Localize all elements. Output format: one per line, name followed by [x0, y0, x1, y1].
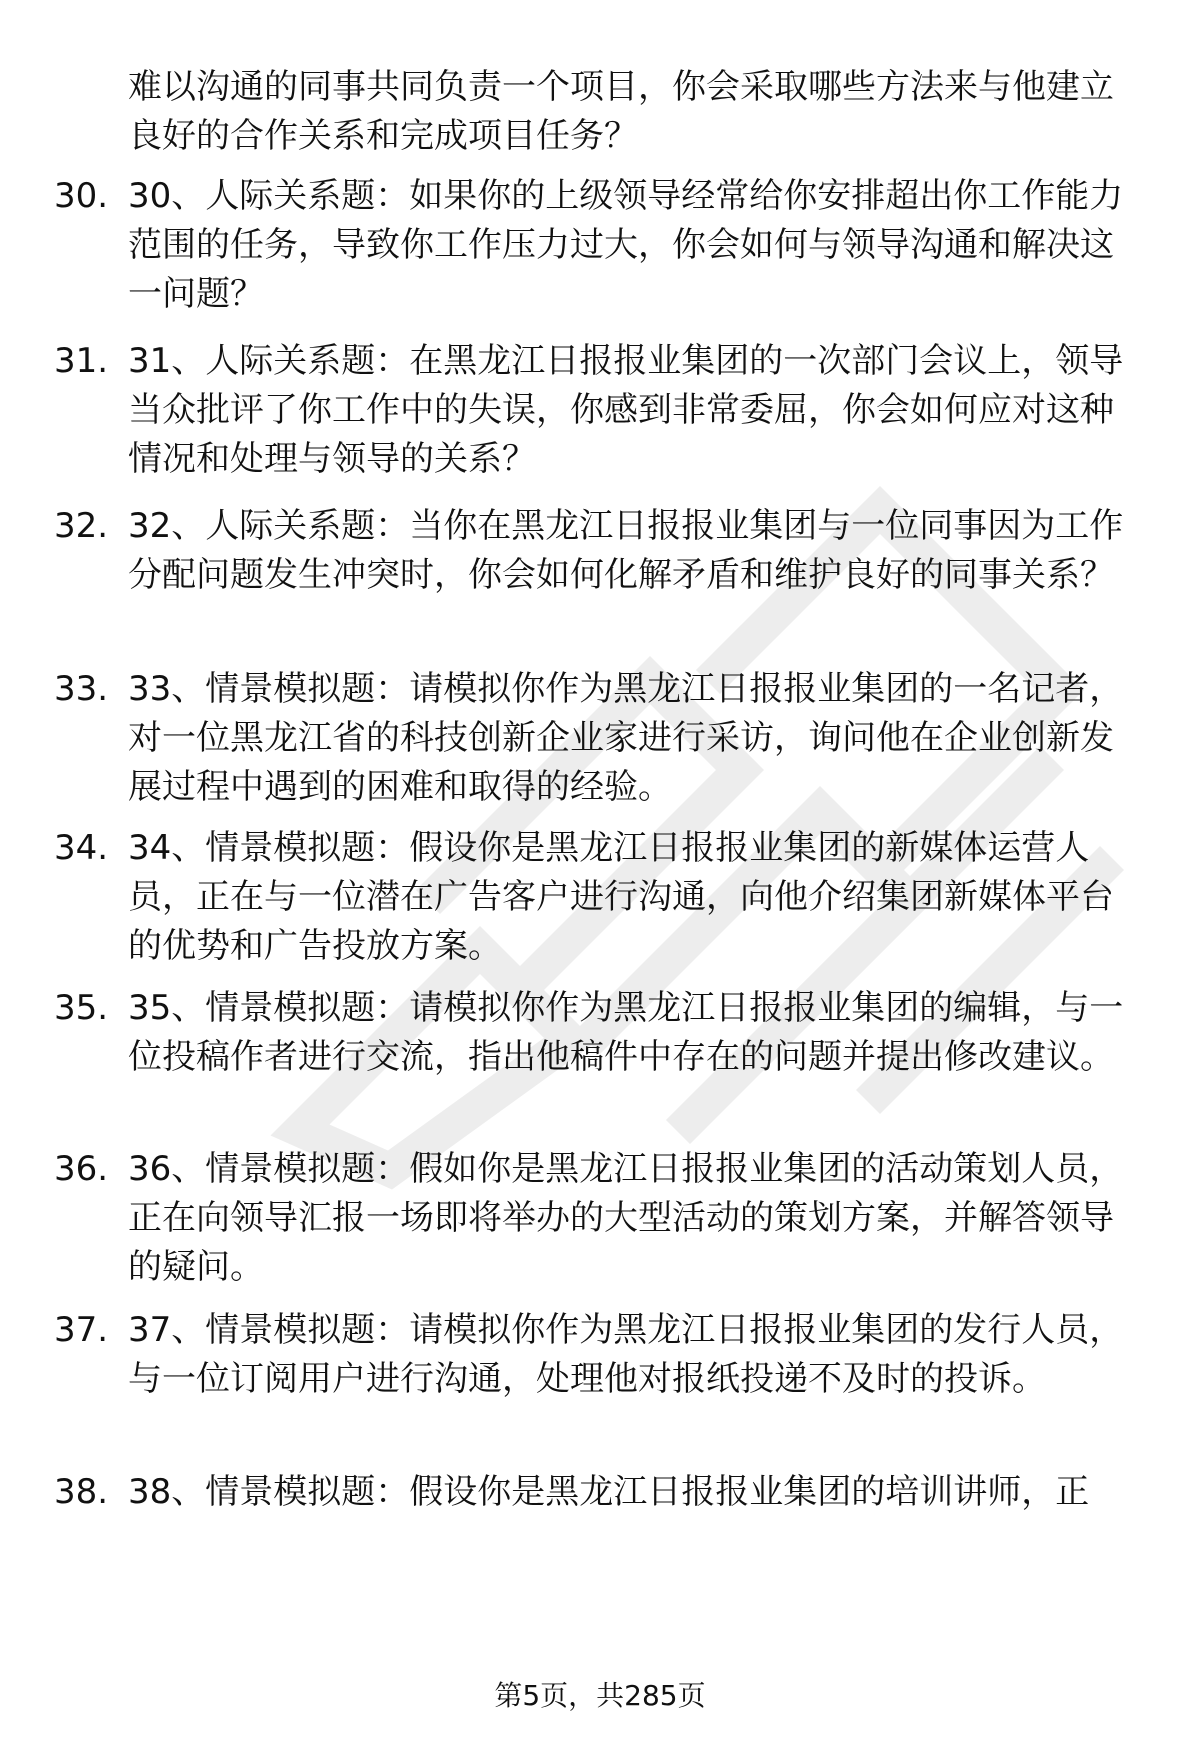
- page-footer: 第5页，共285页: [494, 1679, 706, 1712]
- item-number: 36.: [54, 1149, 109, 1189]
- item-number: 34.: [54, 828, 109, 868]
- item-number: 30.: [54, 176, 109, 216]
- item-text: 34、情景模拟题：假设你是黑龙江日报报业集团的新媒体运营人员，正在与一位潜在广告客户进行沟通，向他介绍集团新媒体平台的优势和广告投放方案。: [128, 828, 1114, 966]
- item-text: 30、人际关系题：如果你的上级领导经常给你安排超出你工作能力范围的任务，导致你工作压力过大，你会如何与领导沟通和解决这一问题？: [128, 176, 1124, 314]
- continuation-paragraph: 难以沟通的同事共同负责一个项目，你会采取哪些方法来与他建立良好的合作关系和完成项目任务？: [128, 67, 1114, 156]
- item-text: 33、情景模拟题：请模拟你作为黑龙江日报报业集团的一名记者，对一位黑龙江省的科技创新企业家进行采访，询问他在企业创新发展过程中遇到的困难和取得的经验。: [128, 669, 1124, 807]
- item-number: 35.: [54, 988, 109, 1028]
- item-text: 31、人际关系题：在黑龙江日报报业集团的一次部门会议上，领导当众批评了你工作中的失误，你感到非常委屈，你会如何应对这种情况和处理与领导的关系？: [128, 341, 1124, 479]
- item-number: 31.: [54, 341, 109, 381]
- item-text: 35、情景模拟题：请模拟你作为黑龙江日报报业集团的编辑，与一位投稿作者进行交流，指出他稿件中存在的问题并提出修改建议。: [128, 988, 1124, 1077]
- item-text: 37、情景模拟题：请模拟你作为黑龙江日报报业集团的发行人员，与一位订阅用户进行沟通，处理他对报纸投递不及时的投诉。: [128, 1310, 1124, 1399]
- item-number: 32.: [54, 506, 109, 546]
- item-number: 38.: [54, 1472, 109, 1512]
- item-number: 37.: [54, 1310, 109, 1350]
- item-number: 33.: [54, 669, 109, 709]
- item-text: 38、情景模拟题：假设你是黑龙江日报报业集团的培训讲师，正: [128, 1472, 1090, 1512]
- item-text: 32、人际关系题：当你在黑龙江日报报业集团与一位同事因为工作分配问题发生冲突时，你会如何化解矛盾和维护良好的同事关系？: [128, 506, 1124, 595]
- item-text: 36、情景模拟题：假如你是黑龙江日报报业集团的活动策划人员，正在向领导汇报一场即将举办的大型活动的策划方案，并解答领导的疑问。: [128, 1149, 1124, 1287]
